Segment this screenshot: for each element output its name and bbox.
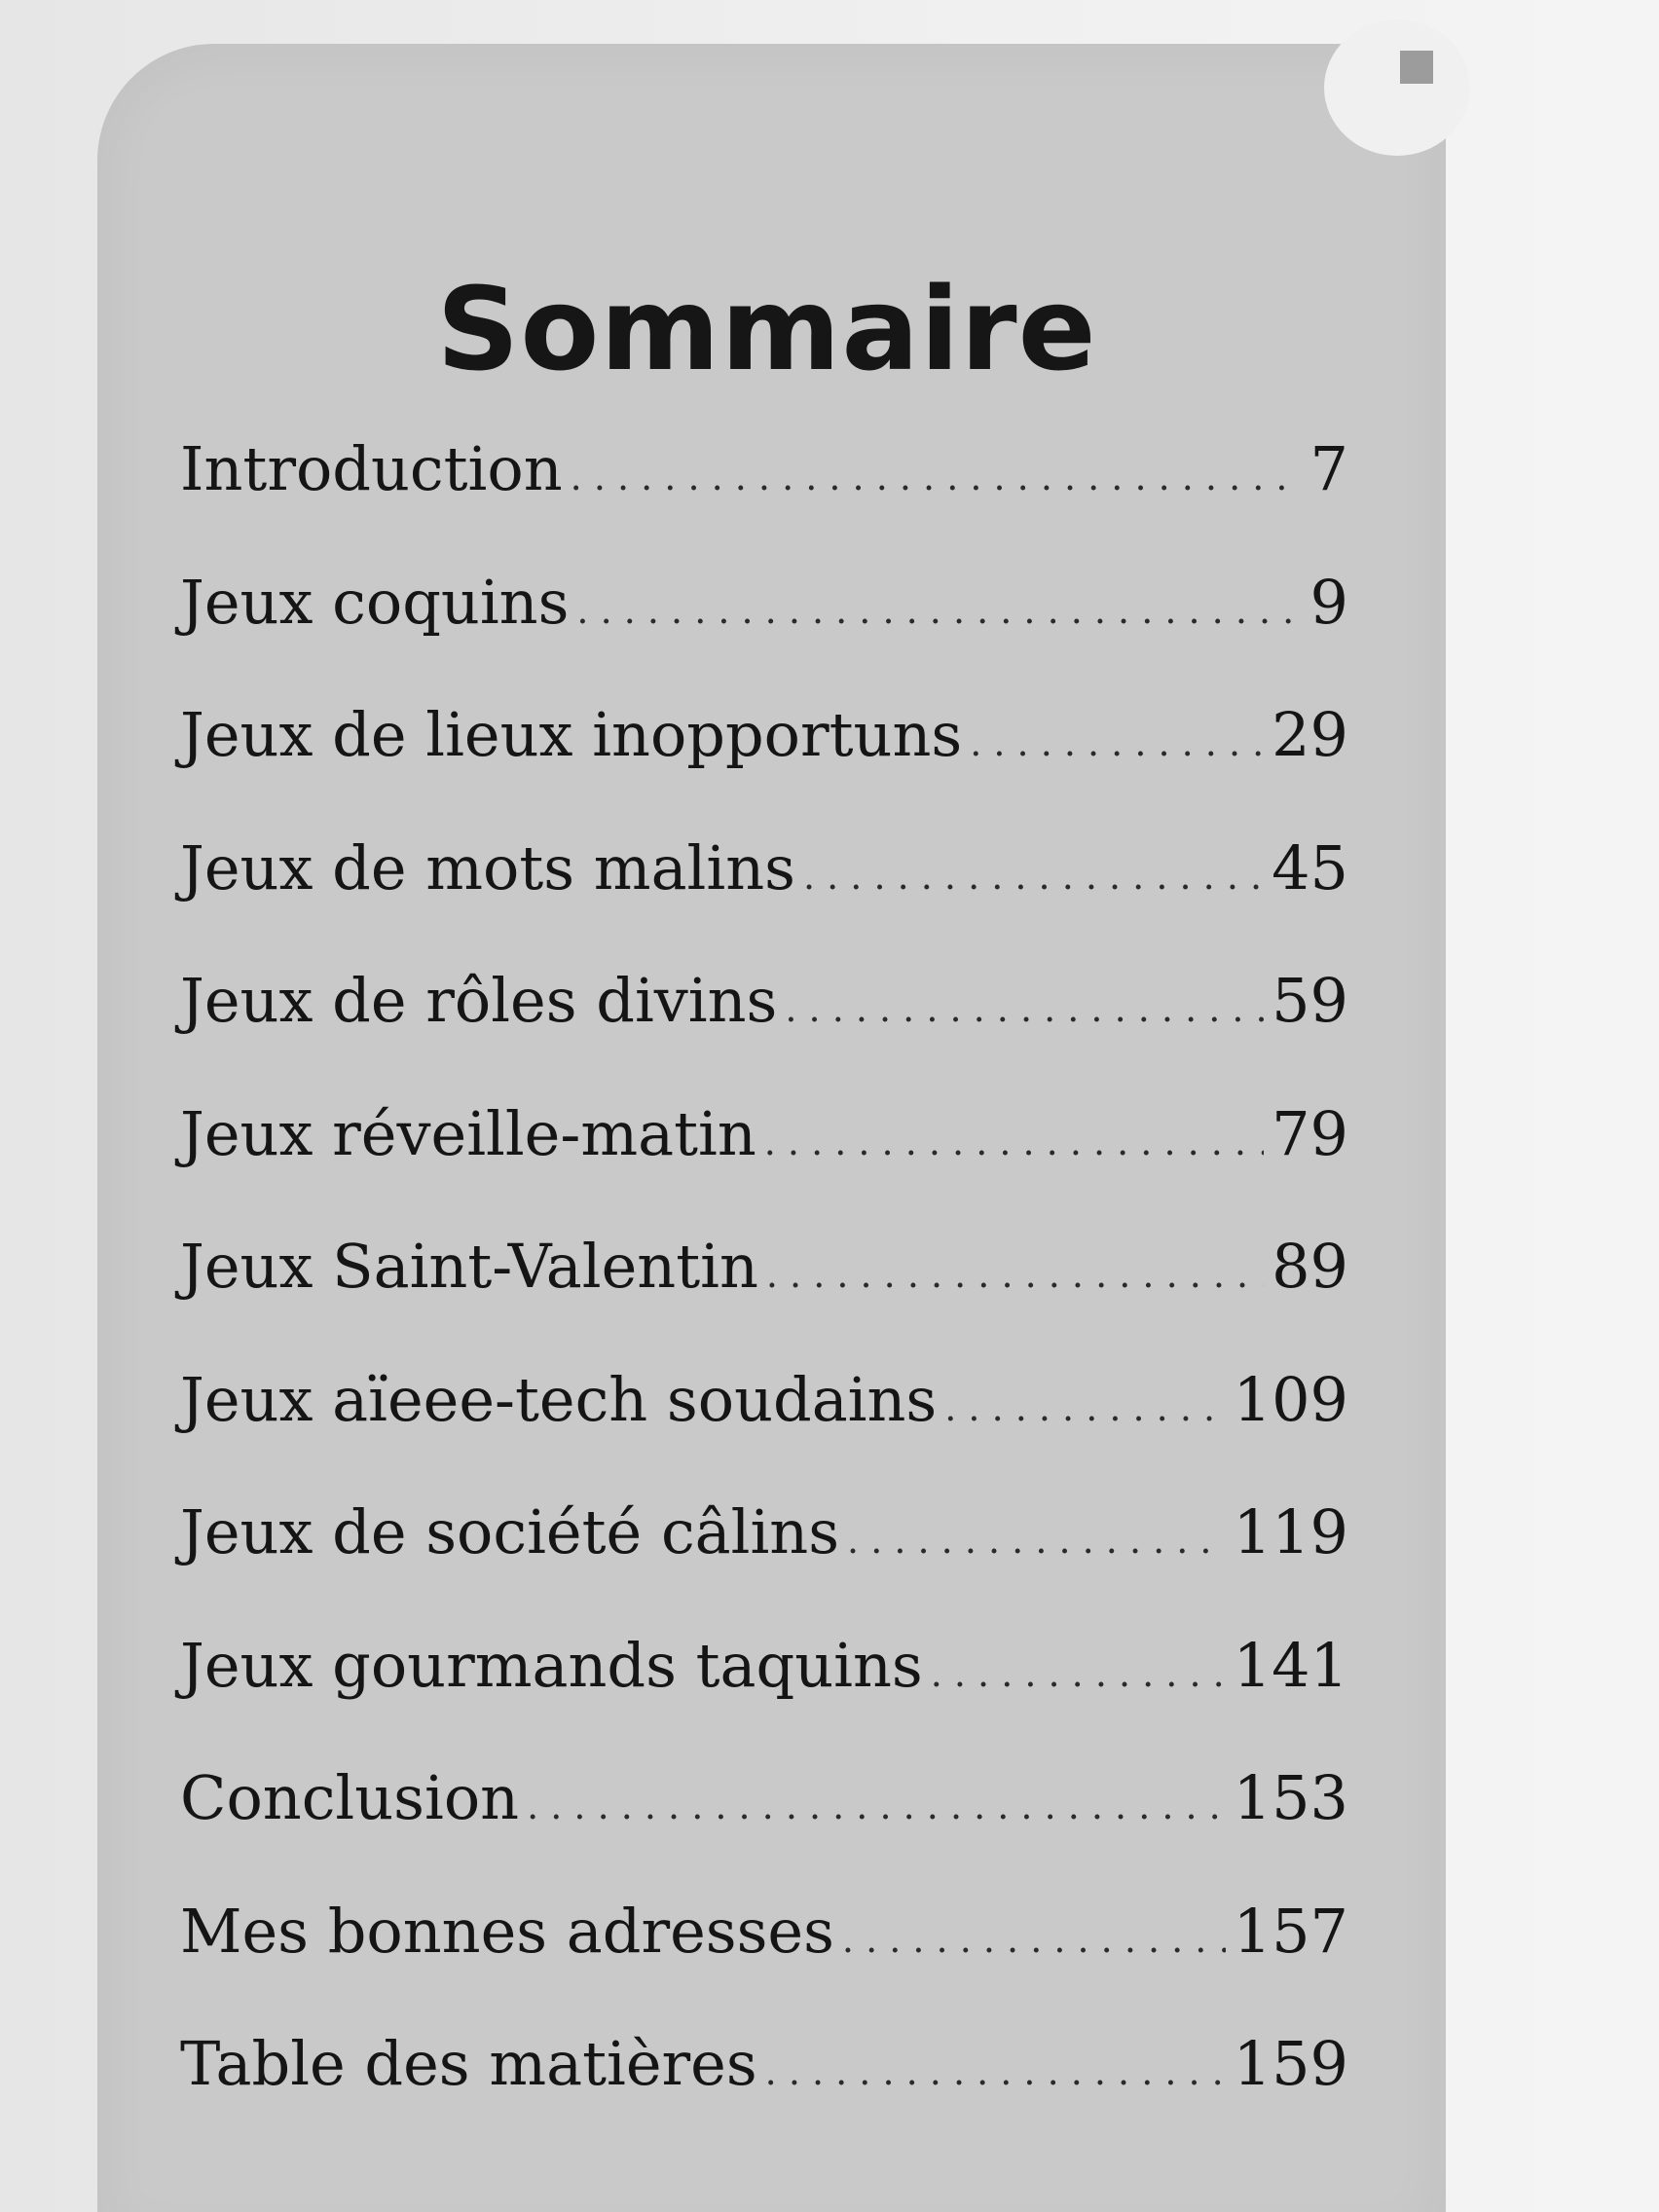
dot-leader bbox=[571, 456, 1303, 498]
toc-page-number: 159 bbox=[1233, 2028, 1348, 2099]
toc-entry-jeux-de-roles-divins bbox=[180, 965, 1348, 1098]
toc-entry-label: Jeux de rôles divins bbox=[180, 965, 778, 1036]
toc-entry-label: Jeux coquins bbox=[180, 566, 570, 638]
toc-entry-label: Jeux réveille-matin bbox=[180, 1097, 756, 1169]
page-title: Sommaire bbox=[436, 262, 1097, 397]
corner-square-decoration bbox=[1400, 51, 1433, 84]
toc-page-number: 79 bbox=[1272, 1097, 1348, 1169]
dot-leader bbox=[576, 589, 1302, 632]
toc-page-number: 157 bbox=[1233, 1895, 1348, 1967]
dot-leader bbox=[931, 1652, 1226, 1695]
dot-leader bbox=[766, 1253, 1264, 1296]
dot-leader bbox=[527, 1785, 1226, 1827]
dot-leader bbox=[803, 855, 1264, 898]
toc-entry-jeux-aieee-tech-soudains bbox=[180, 1364, 1348, 1497]
toc-entry-jeux-de-lieux-inopportuns bbox=[180, 699, 1348, 832]
dot-leader bbox=[765, 2050, 1226, 2093]
toc-entry-jeux-de-societe-calins bbox=[180, 1496, 1348, 1630]
toc-entry-label: Jeux gourmands taquins bbox=[180, 1629, 923, 1701]
dot-leader bbox=[970, 721, 1264, 764]
toc-page-number: 89 bbox=[1272, 1231, 1348, 1302]
table-of-contents bbox=[180, 433, 1348, 2161]
toc-entry-introduction bbox=[180, 433, 1348, 567]
toc-entry-jeux-saint-valentin bbox=[180, 1231, 1348, 1364]
toc-entry-jeux-reveille-matin bbox=[180, 1098, 1348, 1232]
toc-page-number: 29 bbox=[1272, 699, 1348, 770]
toc-entry-label: Jeux Saint-Valentin bbox=[180, 1231, 758, 1302]
toc-entry-conclusion bbox=[180, 1762, 1348, 1896]
dot-leader bbox=[764, 1121, 1264, 1163]
corner-notch-decoration bbox=[1324, 19, 1470, 156]
toc-entry-label: Table des matières bbox=[180, 2028, 757, 2099]
toc-page-number: 141 bbox=[1233, 1629, 1348, 1701]
toc-entry-mes-bonnes-adresses bbox=[180, 1896, 1348, 2029]
toc-page-number: 153 bbox=[1233, 1762, 1348, 1833]
dot-leader bbox=[847, 1519, 1226, 1562]
toc-entry-label: Jeux aïeee-tech soudains bbox=[180, 1363, 938, 1435]
dot-leader bbox=[944, 1386, 1225, 1429]
toc-page-number: 9 bbox=[1309, 566, 1348, 638]
toc-page-number: 45 bbox=[1272, 831, 1348, 903]
toc-page-number: 109 bbox=[1233, 1363, 1348, 1435]
toc-entry-jeux-gourmands-taquins bbox=[180, 1630, 1348, 1763]
toc-entry-label: Jeux de lieux inopportuns bbox=[180, 699, 963, 770]
dot-leader bbox=[842, 1918, 1226, 1961]
toc-page-number: 7 bbox=[1309, 433, 1348, 504]
dot-leader bbox=[785, 987, 1264, 1030]
toc-entry-label: Conclusion bbox=[180, 1762, 520, 1833]
toc-page-number: 119 bbox=[1233, 1496, 1348, 1567]
toc-entry-table-des-matieres bbox=[180, 2028, 1348, 2161]
toc-entry-label: Mes bonnes adresses bbox=[180, 1895, 834, 1967]
toc-entry-label: Introduction bbox=[180, 433, 563, 504]
toc-page-number: 59 bbox=[1272, 965, 1348, 1036]
toc-entry-label: Jeux de société câlins bbox=[180, 1496, 840, 1567]
toc-entry-jeux-de-mots-malins bbox=[180, 832, 1348, 966]
toc-entry-label: Jeux de mots malins bbox=[180, 831, 795, 903]
toc-entry-jeux-coquins bbox=[180, 567, 1348, 700]
